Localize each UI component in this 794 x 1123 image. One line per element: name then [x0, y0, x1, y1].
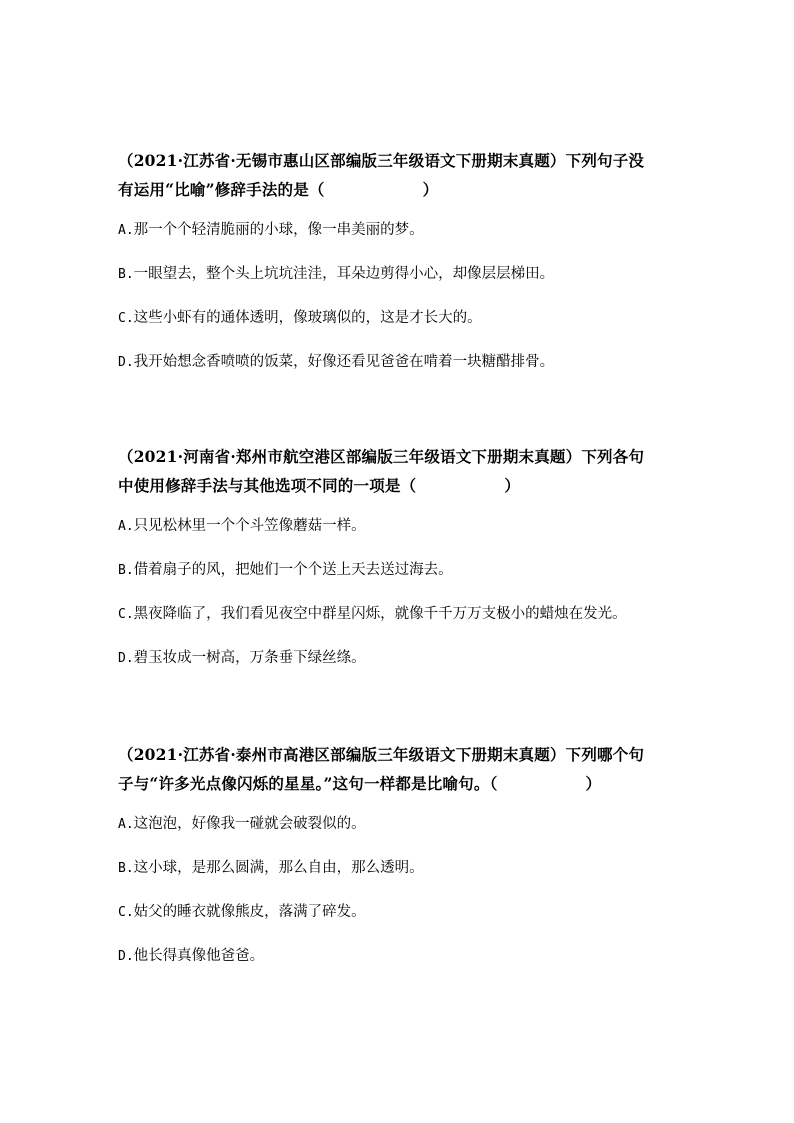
option-text: 他长得真像他爸爸。: [133, 948, 265, 964]
option-text: 碧玉妆成一树高，万条垂下绿丝绦。: [133, 650, 366, 666]
option-b: [118, 858, 678, 902]
stem-line-1: （2021·河南省·郑州市航空港区部编版三年级语文下册期末真题）下列各句: [118, 447, 645, 466]
option-b: [118, 264, 678, 308]
option-letter: A.: [118, 223, 134, 238]
option-text: 只见松林里一个个斗笠像蘑菇一样。: [133, 518, 366, 534]
option-text: 那一个个轻清脆丽的小球，像一串美丽的梦。: [133, 222, 424, 238]
option-text: 姑父的睡衣就像熊皮，落满了碎发。: [133, 904, 366, 920]
stem-line-2-prefix: 有运用“比喻”修辞手法的是（: [118, 180, 325, 199]
option-d: [118, 648, 678, 692]
option-letter: D.: [118, 355, 134, 370]
stem-line-2-prefix: 子与“许多光点像闪烁的星星。”这句一样都是比喻句。（: [118, 774, 498, 793]
option-letter: B.: [118, 267, 134, 282]
option-text: 这泡泡，好像我一碰就会破裂似的。: [133, 816, 366, 832]
option-text: 借着扇子的风，把她们一个个送上天去送过海去。: [133, 562, 453, 578]
option-c: [118, 308, 678, 352]
option-c: [118, 604, 678, 648]
question-3: [118, 740, 678, 990]
question-stem: [118, 740, 678, 798]
option-a: [118, 516, 678, 560]
stem-line-1: （2021·江苏省·泰州市高港区部编版三年级语文下册期末真题）下列哪个句: [118, 745, 645, 764]
question-2: [118, 442, 678, 692]
option-letter: C.: [118, 311, 134, 326]
option-letter: C.: [118, 905, 134, 920]
option-text: 这小球，是那么圆满，那么自由，那么透明。: [133, 860, 424, 876]
option-letter: D.: [118, 651, 134, 666]
option-text: 黑夜降临了，我们看见夜空中群星闪烁，就像千千万万支极小的蜡烛在发光。: [133, 606, 627, 622]
option-text: 我开始想念香喷喷的饭菜，好像还看见爸爸在啃着一块糖醋排骨。: [133, 354, 555, 370]
question-1: [118, 146, 678, 396]
option-letter: B.: [118, 861, 134, 876]
option-list: [118, 220, 678, 396]
question-stem: [118, 146, 678, 204]
option-a: [118, 814, 678, 858]
option-letter: A.: [118, 817, 134, 832]
option-a: [118, 220, 678, 264]
stem-line-2-suffix: ）: [422, 180, 439, 199]
option-letter: D.: [118, 949, 134, 964]
option-d: [118, 352, 678, 396]
option-text: 一眼望去，整个头上坑坑洼洼，耳朵边剪得小心，却像层层梯田。: [133, 266, 555, 282]
option-letter: C.: [118, 607, 134, 622]
stem-line-1: （2021·江苏省·无锡市惠山区部编版三年级语文下册期末真题）下列句子没: [118, 151, 645, 170]
option-c: [118, 902, 678, 946]
option-b: [118, 560, 678, 604]
option-list: [118, 516, 678, 692]
stem-line-2-suffix: ）: [585, 774, 602, 793]
stem-line-2-prefix: 中使用修辞手法与其他选项不同的一项是（: [118, 476, 417, 495]
option-text: 这些小虾有的通体透明，像玻璃似的，这是才长大的。: [133, 310, 482, 326]
option-letter: B.: [118, 563, 134, 578]
option-letter: A.: [118, 519, 134, 534]
option-list: [118, 814, 678, 990]
question-stem: [118, 442, 678, 500]
stem-line-2-suffix: ）: [504, 476, 521, 495]
option-d: [118, 946, 678, 990]
